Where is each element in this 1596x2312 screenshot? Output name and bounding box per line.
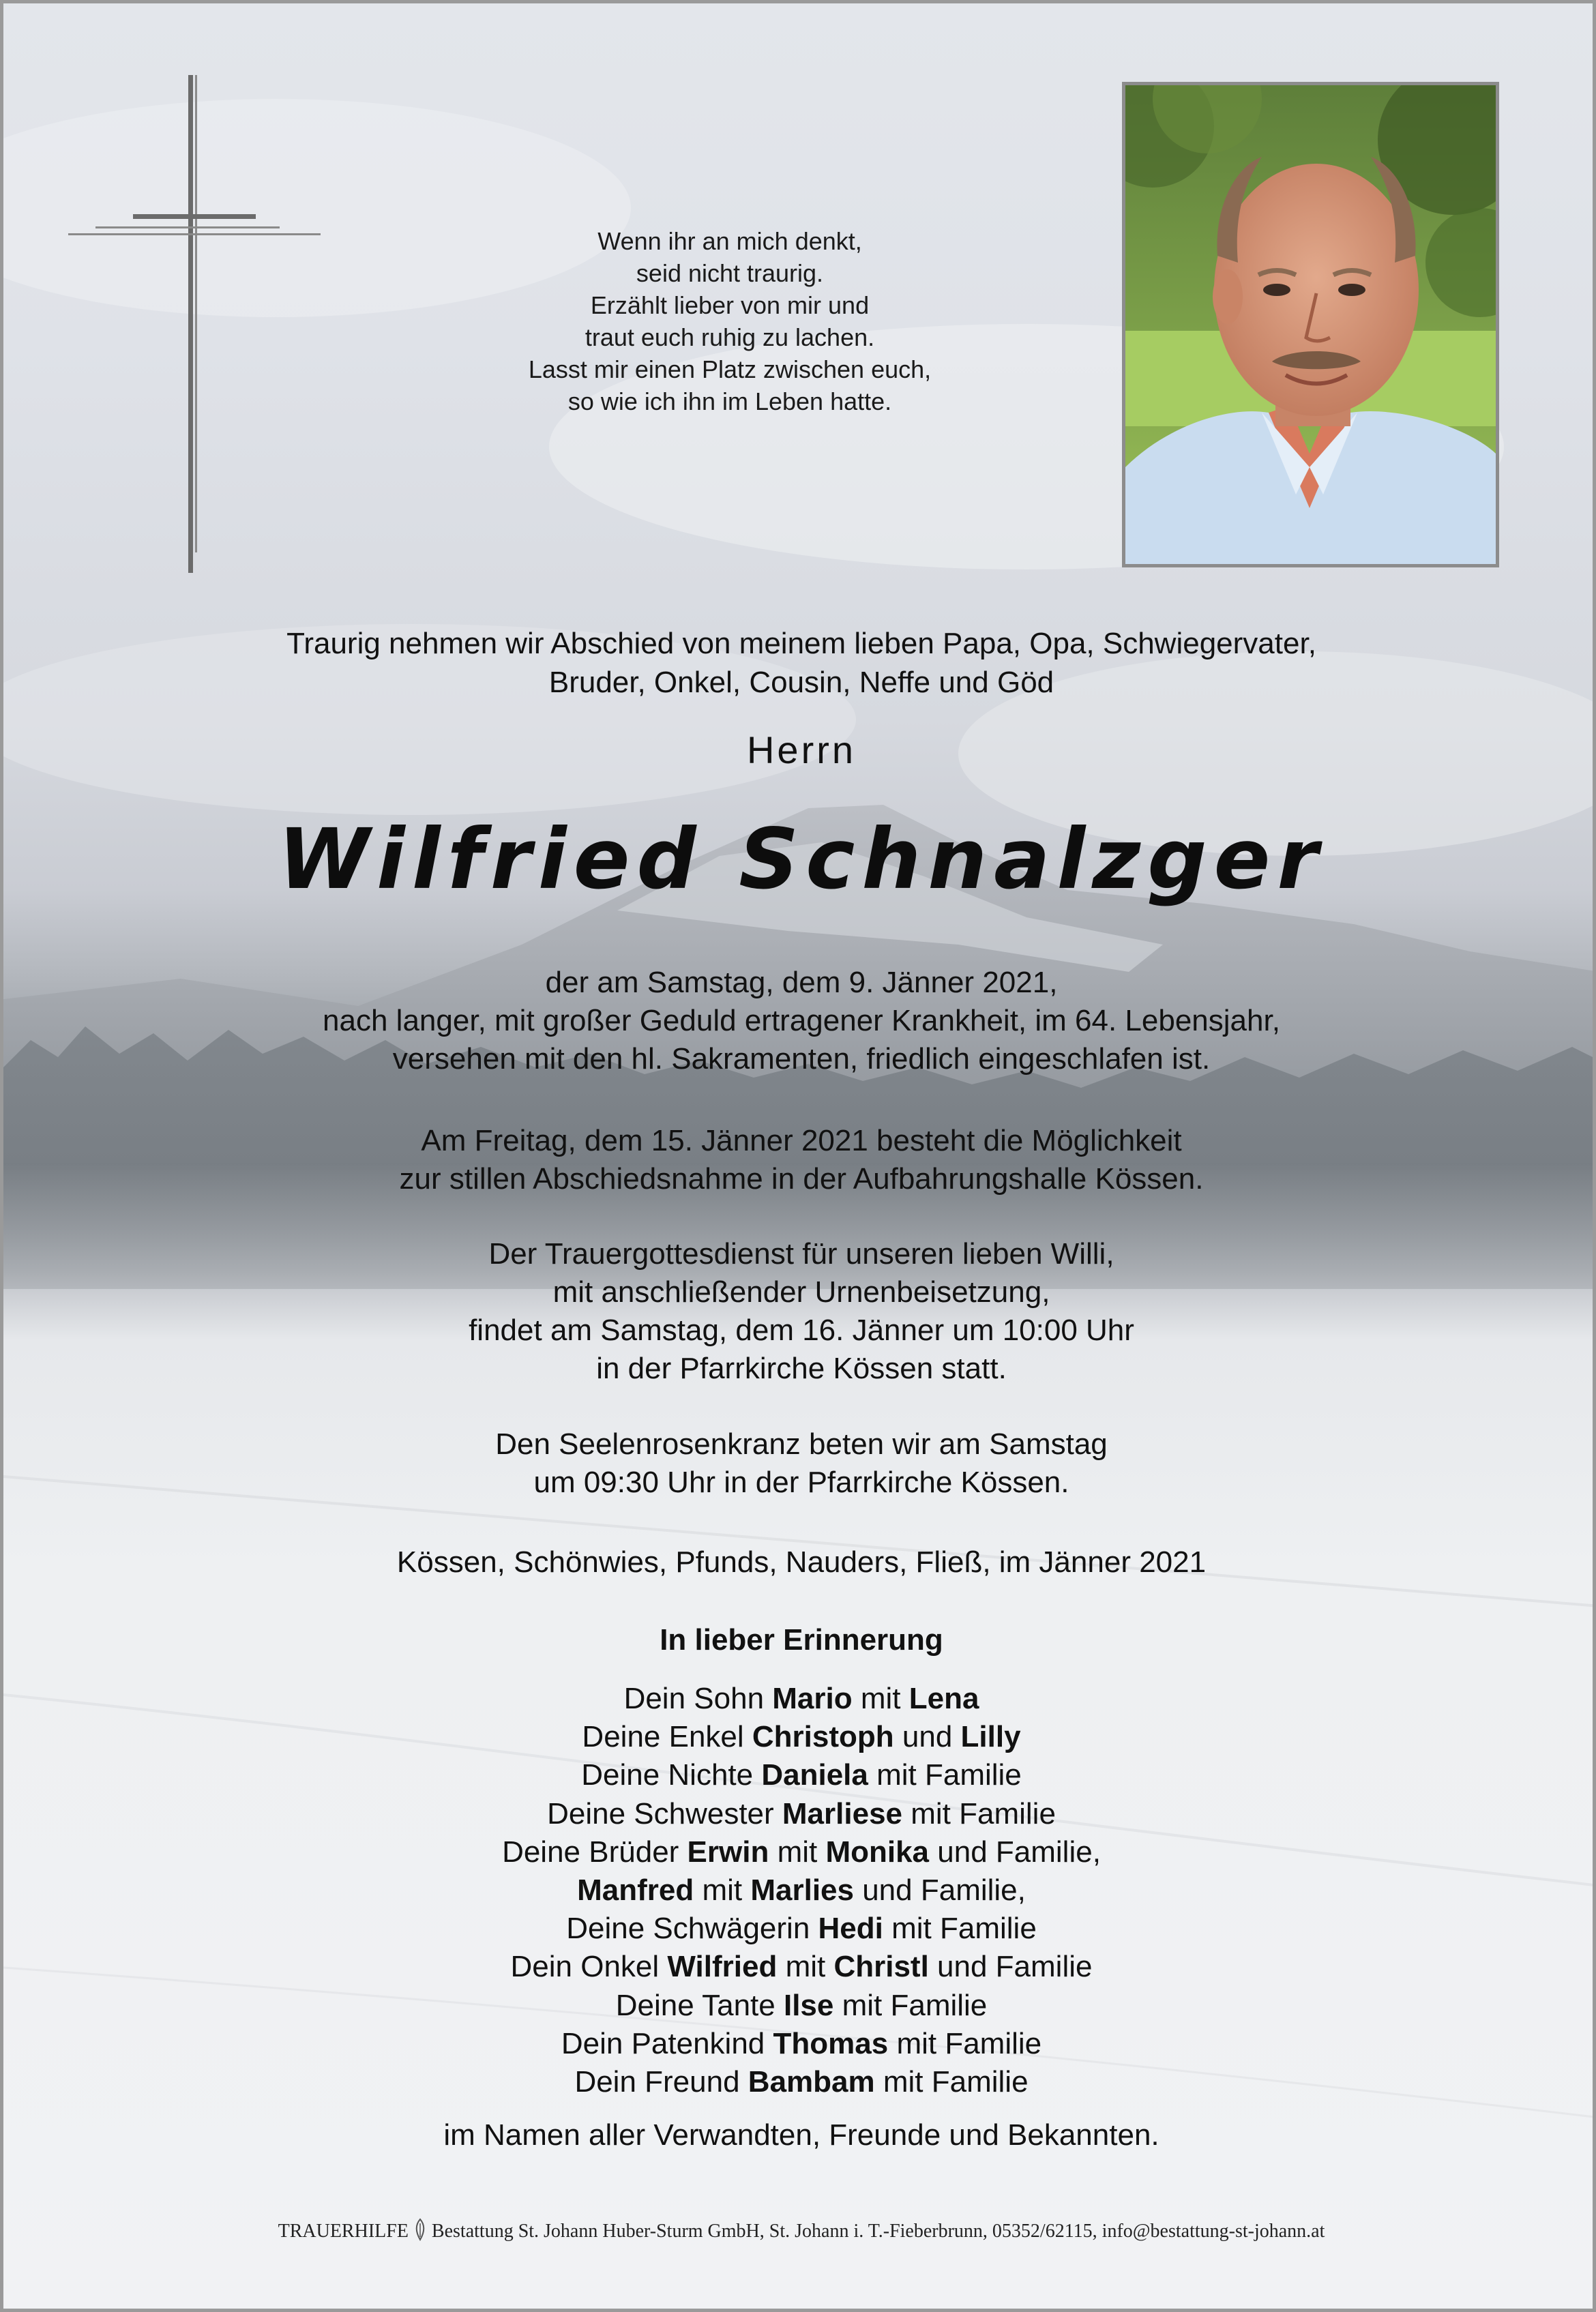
footer <box>140 2218 1463 2242</box>
death-notice <box>140 964 1463 1078</box>
intro-line: Bruder, Onkel, Cousin, Neffe und Göd <box>548 666 1054 699</box>
portrait-illustration <box>1125 85 1496 564</box>
service-line: Der Trauergottesdienst für unseren lieben Willi, <box>488 1237 1114 1271</box>
viewing-line: zur stillen Abschiedsnahme in der Aufbahrungshalle Kössen. <box>399 1162 1204 1196</box>
mourner-line: Deine Schwägerin Hedi mit Familie <box>566 1912 1037 1946</box>
poem-line: traut euch ruhig zu lachen. <box>585 323 875 351</box>
mourner-line: Deine Tante Ilse mit Familie <box>615 1988 988 2022</box>
service-line: findet am Samstag, dem 16. Jänner um 10:00 Uhr <box>469 1314 1134 1347</box>
mourner-line: Deine Brüder Erwin mit Monika und Familie, <box>502 1835 1101 1869</box>
closing-line: im Namen aller Verwandten, Freunde und Bekannten. <box>443 2118 1159 2152</box>
rosary-line: um 09:30 Uhr in der Pfarrkirche Kössen. <box>533 1466 1069 1499</box>
intro-line: Traurig nehmen wir Abschied von meinem lieben Papa, Opa, Schwiegervater, <box>286 627 1316 660</box>
poem-line: Lasst mir einen Platz zwischen euch, <box>528 355 932 383</box>
mourner-line: Deine Enkel Christoph und Lilly <box>582 1720 1021 1754</box>
place-date <box>140 1543 1463 1582</box>
place-date-line: Kössen, Schönwies, Pfunds, Nauders, Fließ, im Jänner 2021 <box>396 1545 1207 1579</box>
trauerhilfe-logo-icon <box>413 2218 428 2241</box>
poem-line: Erzählt lieber von mir und <box>590 291 870 319</box>
poem-line: Wenn ihr an mich denkt, <box>597 227 862 255</box>
portrait-photo <box>1122 82 1499 567</box>
rosary-info <box>140 1425 1463 1502</box>
mourner-line: Dein Freund Bambam mit Familie <box>574 2065 1029 2099</box>
service-line: mit anschließender Urnenbeisetzung, <box>552 1275 1050 1309</box>
mourner-line: Deine Schwester Marliese mit Familie <box>547 1796 1056 1831</box>
service-line: in der Pfarrkirche Kössen statt. <box>596 1352 1007 1385</box>
poem <box>440 225 1020 417</box>
notice-line: nach langer, mit großer Geduld ertragener Krankheit, im 64. Lebensjahr, <box>323 1004 1280 1037</box>
mourner-line: Manfred mit Marlies und Familie, <box>577 1873 1026 1908</box>
poem-line: so wie ich ihn im Leben hatte. <box>567 387 892 415</box>
footer-brand: TRAUERHILFE <box>278 2221 409 2242</box>
notice-line: versehen mit den hl. Sakramenten, friedlich eingeschlafen ist. <box>392 1042 1211 1076</box>
footer-text: Bestattung St. Johann Huber-Sturm GmbH, St. Johann i. T.-Fieberbrunn, 05352/62115, info@bestattung-st-johann.at <box>431 2221 1325 2242</box>
service-info <box>140 1235 1463 1388</box>
mourner-line: Dein Sohn Mario mit Lena <box>623 1682 979 1715</box>
deceased-name: Wilfried Schnalzger <box>278 811 1325 908</box>
viewing-info <box>140 1122 1463 1198</box>
cross-icon <box>68 75 321 573</box>
poem-line: seid nicht traurig. <box>636 259 824 287</box>
salutation: Herrn <box>746 728 857 771</box>
viewing-line: Am Freitag, dem 15. Jänner 2021 besteht die Möglichkeit <box>421 1124 1182 1157</box>
mourners-list <box>208 1680 1395 2101</box>
remembrance-heading: In lieber Erinnerung <box>660 1623 943 1657</box>
intro-text <box>140 624 1463 702</box>
mourner-line: Dein Patenkind Thomas mit Familie <box>561 2026 1042 2060</box>
mourner-line: Deine Nichte Daniela mit Familie <box>581 1758 1022 1792</box>
rosary-line: Den Seelenrosenkranz beten wir am Samstag <box>495 1427 1108 1461</box>
mourner-line: Dein Onkel Wilfried mit Christl und Familie <box>510 1950 1093 1984</box>
notice-line: der am Samstag, dem 9. Jänner 2021, <box>545 966 1058 999</box>
